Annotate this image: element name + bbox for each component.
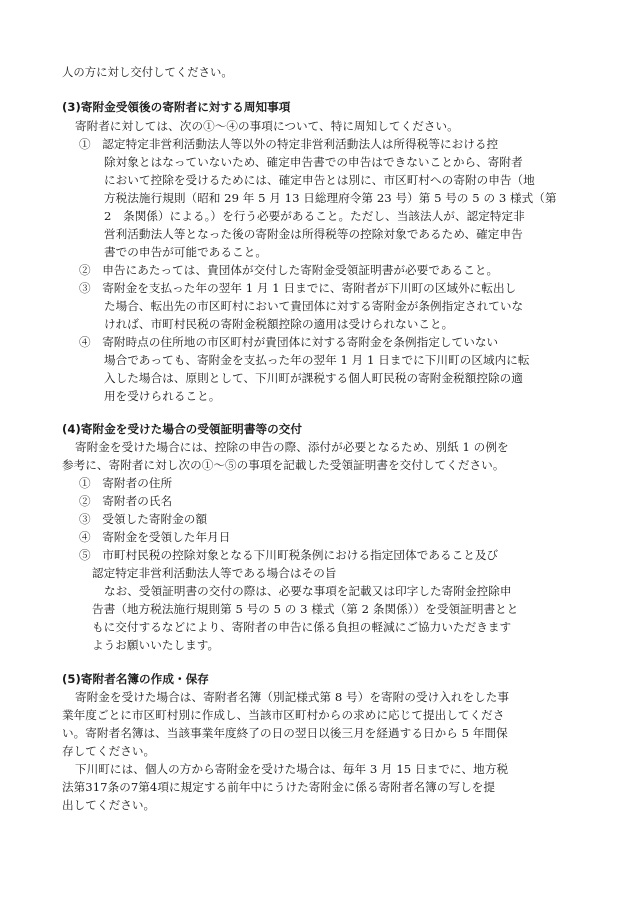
text-line: 法第317条の7第4項に規定する前年中にうけた寄附金に係る寄附者名簿の写しを提 <box>62 780 496 794</box>
list-item-3: ③ 寄附金を支払った年の翌年 1 月 1 日までに、寄附者が下川町の区域外に転出し <box>79 281 517 295</box>
list-item-1: ① 寄附者の住所 <box>79 476 173 490</box>
text-line: 存してください。 <box>62 744 156 758</box>
text-line: 参考に、寄附者に対し次の①～⑤の事項を記載した受領証明書を交付してください。 <box>62 458 505 472</box>
list-item-5: ⑤ 市町村民税の控除対象となる下川町税条例における指定団体であること及び <box>79 548 499 562</box>
list-item-3: ③ 受領した寄附金の額 <box>79 512 208 526</box>
text-line: 告書（地方税法施行規則第 5 号の 5 の 3 様式（第 2 条関係））を受領証明書とと <box>92 602 519 616</box>
text-line: た場合、転出先の市区町村において貴団体に対する寄附金が条例指定されていな <box>104 299 524 313</box>
text-line: なお、受領証明書の交付の際は、必要な事項を記載又は印字した寄附金控除申 <box>104 584 512 598</box>
text-line: 方税法施行規則（昭和 29 年 5 月 13 日総理府令第 23 号）第 5 号の 5 の 3 様式（第 <box>104 191 557 205</box>
section-heading-5: (5)寄附者名簿の作成・保存 <box>62 672 209 686</box>
list-item-4: ④ 寄附時点の住所地の市区町村が貴団体に対する寄附金を条例指定していない <box>79 335 499 349</box>
text-line: 用を受けられること。 <box>104 389 221 403</box>
text-line: 出してください。 <box>62 798 156 812</box>
text-line: 認定特定非営利活動法人等である場合はその旨 <box>92 566 337 580</box>
text-line: 書での申告が可能であること。 <box>104 245 268 259</box>
text-line: 寄附者に対しては、次の①～④の事項について、特に周知してください。 <box>75 119 459 133</box>
list-item-2: ② 申告にあたっては、貴団体が交付した寄附金受領証明書が必要であること。 <box>79 263 499 277</box>
text-line: 人の方に対し交付してください。 <box>62 65 233 79</box>
text-line: 入した場合は、原則として、下川町が課税する個人町民税の寄附金税額控除の適 <box>104 371 523 385</box>
text-line: もに交付するなどにより、寄附者の申告に係る負担の軽減にご協力いただきます <box>92 620 512 634</box>
list-item-2: ② 寄附者の氏名 <box>79 494 173 508</box>
list-item-4: ④ 寄附金を受領した年月日 <box>79 530 231 544</box>
text-line: 業年度ごとに市区町村別に作成し、当該市区町村からの求めに応じて提出してくださ <box>62 708 505 722</box>
text-line: 寄附金を受けた場合には、控除の申告の際、添付が必要となるため、別紙 1 の例を <box>75 440 509 454</box>
text-line: において控除を受けるためには、確定申告とは別に、市区町村への寄附の申告（地 <box>104 173 535 187</box>
text-line: 下川町には、個人の方から寄附金を受けた場合は、毎年 3 月 15 日までに、地方税 <box>75 762 509 776</box>
text-line: 営利活動法人等となった後の寄附金は所得税等の控除対象であるため、確定申告 <box>104 227 523 241</box>
section-heading-4: (4)寄附金を受けた場合の受領証明書等の交付 <box>62 422 303 436</box>
list-item-1: ① 認定特定非営利活動法人等以外の特定非営利活動法人は所得税等における控 <box>79 137 499 151</box>
text-line: ようお願いいたします。 <box>92 638 220 652</box>
text-line: 場合であっても、寄附金を支払った年の翌年 1 月 1 日までに下川町の区域内に転 <box>104 353 530 367</box>
text-line: い。寄附者名簿は、当該事業年度終了の日の翌日以後三月を経過する日から 5 年間保 <box>62 726 508 740</box>
section-heading-3: (3)寄附金受領後の寄附者に対する周知事項 <box>62 100 291 114</box>
text-line: 除対象とはなっていないため、確定申告書での申告はできないことから、寄附者 <box>104 155 523 169</box>
text-line: 2 条関係）による。）を行う必要があること。ただし、当該法人が、認定特定非 <box>104 209 525 223</box>
text-line: 寄附金を受けた場合は、寄附者名簿（別記様式第 8 号）を寄附の受け入れをした事 <box>75 690 510 704</box>
text-line: ければ、市町村民税の寄附金税額控除の適用は受けられないこと。 <box>104 317 454 331</box>
